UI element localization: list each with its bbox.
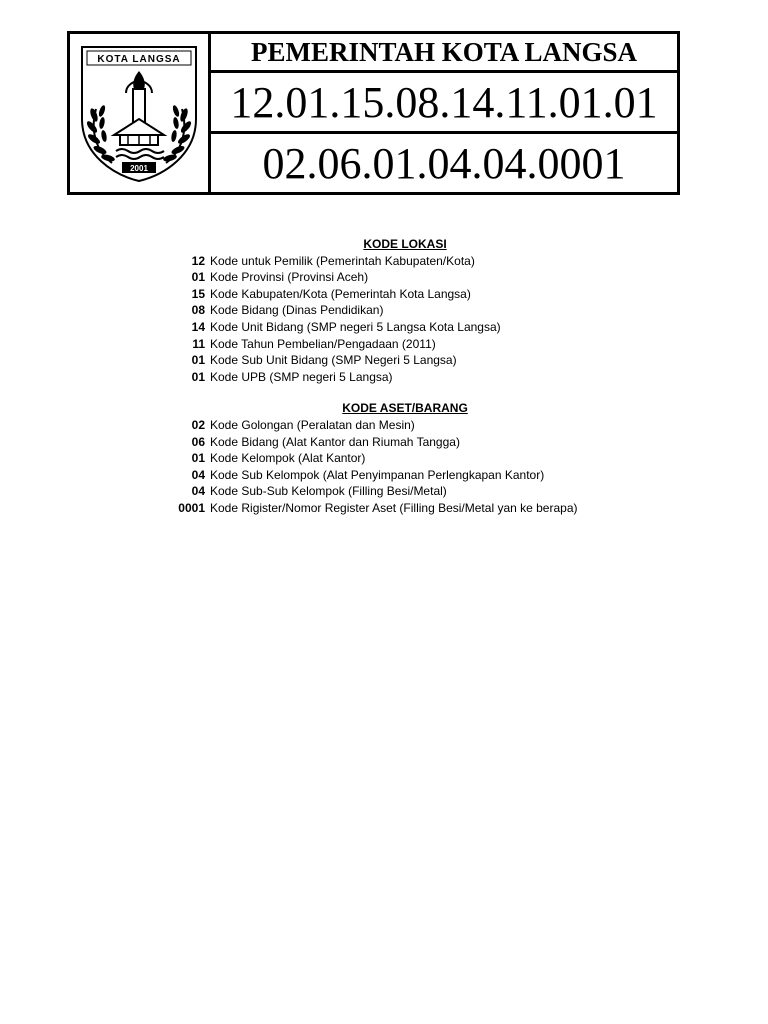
list-item: [170, 286, 610, 303]
item-code: 02: [191, 417, 205, 432]
item-description: Kode Unit Bidang (SMP negeri 5 Langsa Kota Langsa): [210, 319, 501, 334]
item-description: Kode UPB (SMP negeri 5 Langsa): [210, 369, 393, 384]
item-description: Kode Kelompok (Alat Kantor): [210, 451, 366, 466]
item-code: 14: [191, 319, 205, 334]
item-code: 01: [191, 270, 205, 285]
item-code: 01: [191, 369, 205, 384]
asset-label: [67, 31, 680, 195]
list-item: [170, 500, 610, 517]
item-description: Kode Sub-Sub Kelompok (Filling Besi/Metal): [210, 484, 447, 499]
asset-code: 02.06.01.04.04.0001: [262, 138, 626, 188]
section-spacer: [170, 385, 610, 400]
item-code: 0001: [178, 500, 205, 515]
item-description: Kode Sub Unit Bidang (SMP Negeri 5 Langsa): [210, 353, 457, 368]
item-description: Kode untuk Pemilik (Pemerintah Kabupaten/Kota): [210, 253, 475, 268]
item-code: 01: [191, 353, 205, 368]
list-item: [170, 302, 610, 319]
item-code: 15: [191, 286, 205, 301]
item-code: 08: [191, 303, 205, 318]
page-title: PEMERINTAH KOTA LANGSA: [211, 34, 677, 73]
item-code: 11: [192, 336, 205, 351]
item-code: 12: [191, 253, 205, 268]
item-code: 04: [191, 484, 205, 499]
code-cell: [211, 34, 677, 192]
logo-text: KOTA LANGSA: [97, 54, 181, 65]
list-item: [170, 450, 610, 467]
kode-aset-heading: KODE ASET/BARANG: [342, 401, 468, 416]
location-code: 12.01.15.08.14.11.01.01: [211, 73, 677, 134]
list-item: [170, 319, 610, 336]
item-description: Kode Kabupaten/Kota (Pemerintah Kota Langsa): [210, 286, 471, 301]
item-description: Kode Golongan (Peralatan dan Mesin): [210, 417, 415, 432]
list-item: [170, 434, 610, 451]
item-code: 04: [191, 467, 205, 482]
item-description: Kode Tahun Pembelian/Pengadaan (2011): [210, 336, 436, 351]
item-code: 06: [191, 434, 205, 449]
item-code: 01: [191, 451, 205, 466]
item-description: Kode Sub Kelompok (Alat Penyimpanan Perlengkapan Kantor): [210, 467, 545, 482]
item-description: Kode Rigister/Nomor Register Aset (Filling Besi/Metal yan ke berapa): [210, 500, 578, 515]
item-description: Kode Bidang (Dinas Pendidikan): [210, 303, 384, 318]
logo-year: 2001: [130, 164, 148, 173]
list-item: [170, 352, 610, 369]
item-description: Kode Bidang (Alat Kantor dan Riumah Tangga): [210, 434, 460, 449]
list-item: [170, 369, 610, 386]
list-item: [170, 417, 610, 434]
list-item: [170, 253, 610, 270]
list-item: [170, 269, 610, 286]
item-description: Kode Provinsi (Provinsi Aceh): [210, 270, 369, 285]
logo-cell: [70, 34, 211, 192]
list-item: [170, 483, 610, 500]
list-item: [170, 467, 610, 484]
list-item: [170, 336, 610, 353]
kota-langsa-emblem: [78, 43, 200, 183]
kode-lokasi-heading: KODE LOKASI: [363, 237, 447, 251]
code-legend: [170, 236, 610, 517]
